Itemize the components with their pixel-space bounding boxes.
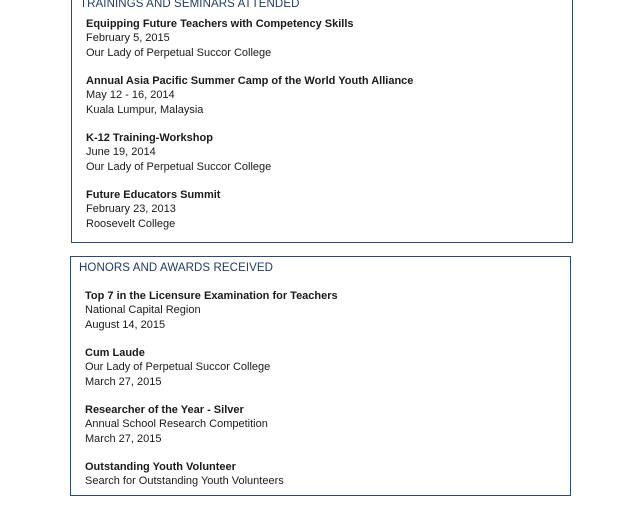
honors-list	[85, 289, 338, 517]
training-venue: Our Lady of Perpetual Succor College	[86, 160, 272, 173]
training-entry	[86, 188, 413, 245]
training-entry	[86, 131, 413, 188]
award-entry	[85, 403, 338, 460]
training-date: June 19, 2014	[86, 146, 156, 159]
training-entry	[86, 17, 413, 74]
training-title: Future Educators Summit	[86, 189, 221, 201]
training-date: February 5, 2015	[86, 32, 170, 45]
award-entry	[85, 289, 338, 346]
training-entry	[86, 74, 413, 131]
award-title: Cum Laude	[85, 347, 145, 359]
honors-heading: HONORS AND AWARDS RECEIVED	[79, 262, 274, 274]
award-date: March 27, 2015	[85, 432, 162, 445]
award-detail: Our Lady of Perpetual Succor College	[85, 361, 271, 374]
training-date: May 12 - 16, 2014	[86, 89, 175, 102]
award-date: August 14, 2015	[85, 318, 166, 331]
training-venue: Kuala Lumpur, Malaysia	[86, 103, 204, 116]
trainings-section	[71, 0, 573, 243]
trainings-list	[86, 17, 413, 245]
training-date: February 23, 2013	[86, 203, 176, 216]
training-title: Annual Asia Pacific Summer Camp of the World Youth Alliance	[86, 75, 414, 87]
award-title: Top 7 in the Licensure Examination for Teachers	[85, 290, 338, 302]
award-detail: Search for Outstanding Youth Volunteers	[85, 475, 284, 488]
training-venue: Our Lady of Perpetual Succor College	[86, 46, 272, 59]
award-entry	[85, 346, 338, 403]
award-title: Researcher of the Year - Silver	[85, 404, 244, 416]
award-detail: Annual School Research Competition	[85, 418, 268, 431]
training-title: K-12 Training-Workshop	[86, 132, 213, 144]
award-title: Outstanding Youth Volunteer	[85, 461, 236, 473]
trainings-heading: TRAININGS AND SEMINARS ATTENDED	[80, 0, 300, 10]
award-detail: National Capital Region	[85, 304, 201, 317]
training-title: Equipping Future Teachers with Competency Skills	[86, 18, 354, 30]
award-entry	[85, 460, 338, 517]
honors-section	[70, 256, 571, 496]
award-date: March 27, 2015	[85, 375, 162, 388]
training-venue: Roosevelt College	[86, 217, 176, 230]
